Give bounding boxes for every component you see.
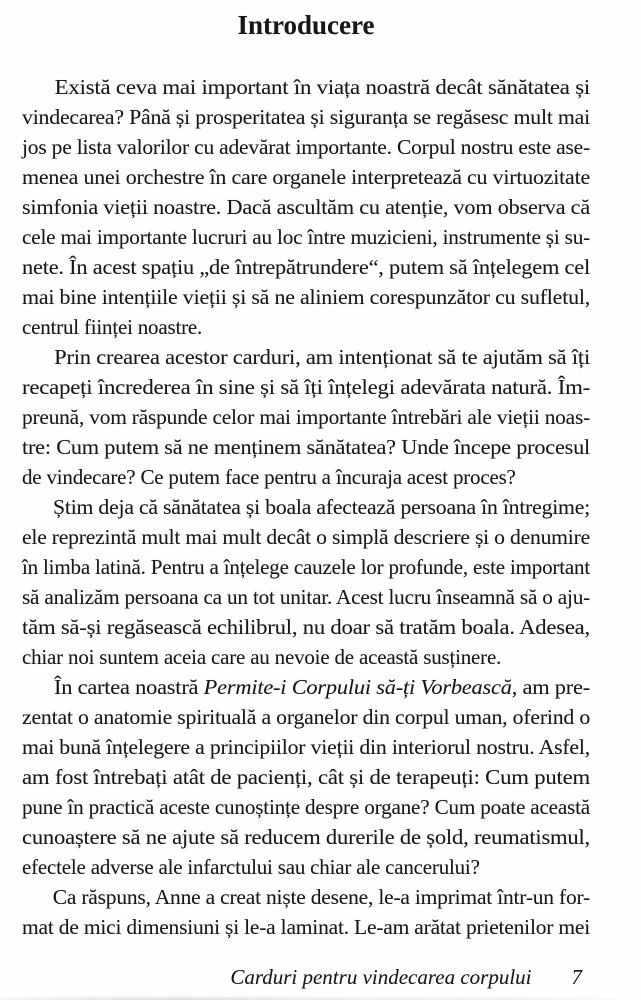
text-segment: , am pre- [511,675,590,699]
text-segment: nete. În acest spațiu „de întrepătrundere“, putem să înțelegem cel [22,255,590,279]
text-segment: de vindecare? Ce putem face pentru a încuraja acest proces? [22,465,516,489]
text-segment: chiar noi suntem aceia care au nevoie de această susținere. [22,645,502,669]
text-segment: mai bine intențiile vieții și să ne aliniem corespunzător cu sufletul, [22,285,590,309]
text-line [22,372,590,402]
text-segment: efectele adverse ale infarctului sau chiar ale cancerului? [22,855,480,879]
text-segment: am fost întrebați atât de pacienți, cât și de terapeuți: Cum putem [22,765,590,789]
paragraph [22,672,590,882]
text-segment: pune în practică aceste cunoștințe despre organe? Cum poate această [22,795,590,819]
text-line [22,162,590,192]
text-line [22,402,590,432]
text-line [22,342,590,372]
paragraph [22,882,590,942]
text-segment: jos pe lista valorilor cu adevărat importante. Corpul nostru este ase- [22,135,590,159]
text-line [22,462,590,492]
footer-book-title: Carduri pentru vindecarea corpului [230,965,532,989]
text-line [22,822,590,852]
text-segment: tre: Cum putem să ne menținem sănătatea? Unde începe procesul [22,435,590,459]
text-segment: cele mai importante lucruri au loc între muzicieni, instrumente și su- [22,225,590,249]
text-segment: ele reprezintă mult mai mult decât o simplă descriere și o denumire [22,525,590,549]
text-line [22,582,590,612]
text-line [22,132,590,162]
text-segment: mai bună înțelegere a principiilor vieții din interiorul nostru. Asfel, [22,735,590,759]
text-segment: cunoaștere să ne ajute să reducem durerile de șold, reumatismul, [22,825,590,849]
scan-edge-artifact [0,995,641,1000]
text-line [22,522,590,552]
text-line [22,222,590,252]
text-segment: menea unei orchestre în care organele interpretează cu virtuozitate [22,165,590,189]
text-segment: preună, vom răspunde celor mai importante întrebări ale vieții noas- [22,405,590,429]
paragraph [22,492,590,672]
text-segment: în limba latină. Pentru a înțelege cauzele lor profunde, este important [22,555,590,579]
text-line [22,642,590,672]
text-segment: simfonia vieții noastre. Dacă ascultăm cu atenție, vom observa că [22,195,590,219]
text-segment: mat de mici dimensiuni și le-a laminat. Le-am arătat prietenilor mei [22,915,590,939]
text-segment: Știm deja că sănătatea și boala afectează persoana în întregime; [53,495,591,519]
text-line [22,432,590,462]
page-footer [22,963,582,991]
text-line [22,912,590,942]
text-segment: Prin crearea acestor carduri, am intenționat să te ajutăm să îți [54,345,591,369]
text-line [22,792,590,822]
paragraph [22,72,590,342]
text-line [22,882,590,912]
text-line [22,192,590,222]
text-line [22,732,590,762]
text-segment: să analizăm persoana ca un tot unitar. Acest lucru înseamnă să o aju- [22,585,590,609]
text-line [22,552,590,582]
text-line [22,312,590,342]
text-line [22,702,590,732]
text-segment: Ca răspuns, Anne a creat niște desene, le-a imprimat într-un for- [52,885,591,909]
inline-book-title: Permite-i Corpului să-ți Vorbească [203,675,512,699]
text-line [22,492,590,522]
body-text [22,72,590,942]
text-segment: tăm să-și regăsească echilibrul, nu doar să tratăm boala. Adesea, [22,615,590,639]
text-line [22,252,590,282]
text-segment: recapeți încrederea în sine și să îți înțelegi adevărata natură. Îm- [22,375,590,399]
text-segment: vindecarea? Până și prosperitatea și siguranța se regăsesc mult mai [22,105,590,129]
text-line [22,852,590,882]
text-line [22,672,590,702]
footer-page-number: 7 [571,965,582,989]
text-segment: centrul ființei noastre. [22,315,203,339]
text-segment: zentat o anatomie spirituală a organelor din corpul uman, oferind o [22,705,590,729]
text-line [22,282,590,312]
text-line [22,72,590,102]
text-line [22,762,590,792]
page-title: Introducere [237,10,375,40]
text-line [22,102,590,132]
text-segment: În cartea noastră [53,675,204,699]
text-line [22,612,590,642]
paragraph [22,342,590,492]
text-segment: Există ceva mai important în viața noastră decât sănătatea și [54,75,590,99]
